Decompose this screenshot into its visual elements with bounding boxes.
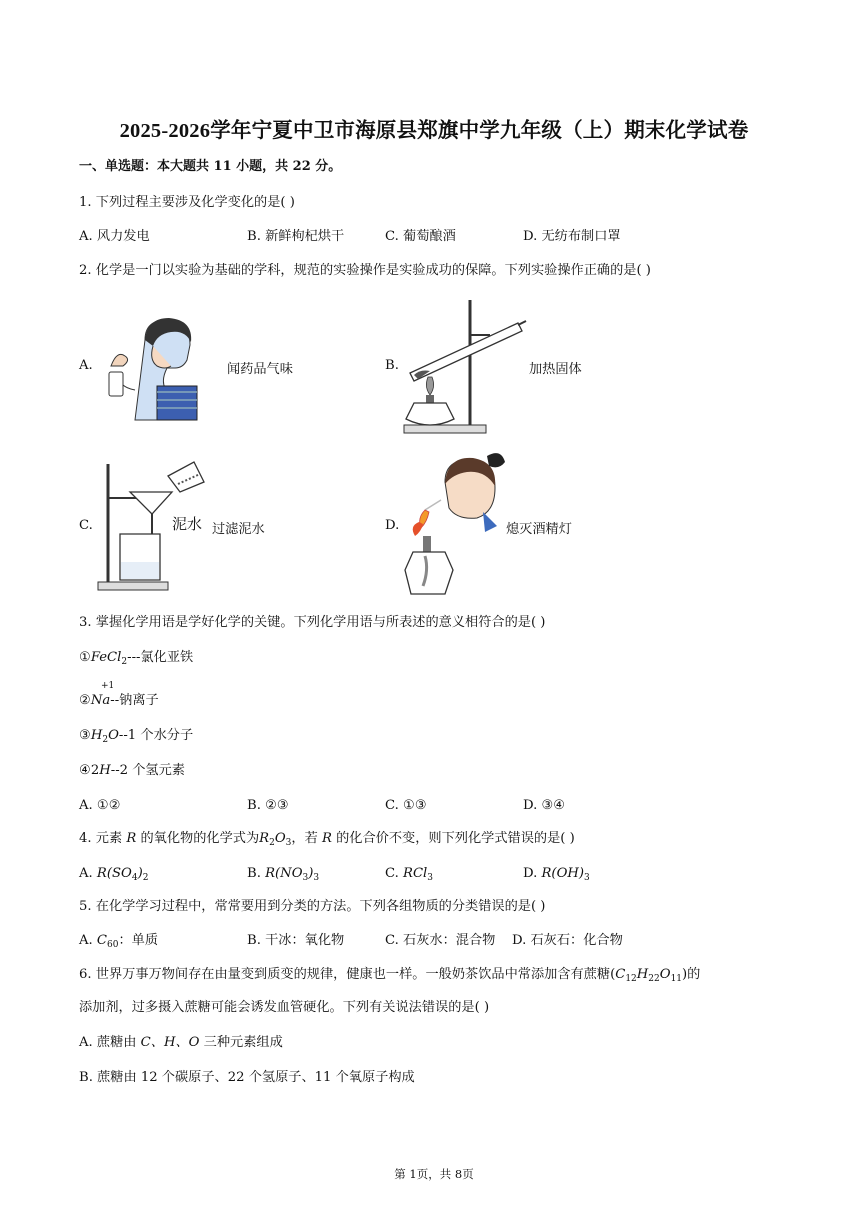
q3-option-b: B. ②③ bbox=[247, 798, 289, 813]
q3-item-1-num: ① bbox=[79, 650, 91, 665]
q4-option-b-sub: 3 bbox=[313, 873, 320, 883]
q4-stem-part: 4. 元素 bbox=[79, 831, 127, 846]
question-3-stem: 3. 掌握化学用语是学好化学的关键。下列化学用语与所表述的意义相符合的是( ) bbox=[79, 615, 546, 630]
q5-option-d: D. 石灰石：化合物 bbox=[512, 933, 623, 948]
q1-option-c: C. 葡萄酿酒 bbox=[385, 229, 456, 244]
q4-formula-sub: 2 bbox=[269, 838, 275, 848]
q3-item-2 bbox=[79, 692, 159, 710]
question-4-stem bbox=[79, 830, 575, 852]
q3-item-4-text: --2 个氢元素 bbox=[110, 763, 185, 778]
q4-option-a bbox=[79, 865, 148, 887]
q5-option-a-formula: C bbox=[96, 933, 108, 948]
q4-option-a-label: A. bbox=[79, 866, 97, 881]
q6-formula-sub: 12 bbox=[625, 974, 637, 984]
q1-option-a: A. 风力发电 bbox=[79, 229, 150, 244]
page-footer: 第 1页，共 8页 bbox=[394, 1167, 474, 1181]
q3-item-1-sub: 2 bbox=[121, 657, 128, 667]
q4-option-b-label: B. bbox=[247, 866, 266, 881]
q6-option-a-text: A. 蔗糖由 bbox=[79, 1035, 141, 1050]
q2-caption-a: 闻药品气味 bbox=[227, 362, 293, 377]
q6-option-a-elements: C、H、O bbox=[140, 1035, 200, 1050]
q3-item-3 bbox=[79, 727, 193, 749]
q4-option-a-sub: 2 bbox=[142, 873, 149, 883]
q4-option-c-formula: RCl bbox=[403, 866, 428, 881]
smelling-illustration bbox=[105, 310, 205, 420]
q1-option-b: B. 新鲜枸杞烘干 bbox=[247, 229, 345, 244]
q3-item-4-num: ④ bbox=[79, 763, 91, 778]
q4-option-d-formula: R(OH) bbox=[541, 866, 585, 881]
q4-option-c-label: C. bbox=[385, 866, 404, 881]
heating-solid-illustration bbox=[400, 295, 530, 440]
q5-option-a bbox=[79, 932, 158, 954]
q2-muddy-water-label: 泥水 bbox=[172, 515, 203, 533]
q3-item-3-num: ③ bbox=[79, 728, 91, 743]
q4-option-a-sub: 4 bbox=[131, 873, 138, 883]
q4-stem-part: ，若 bbox=[291, 831, 322, 846]
q3-item-1-text: ---氯化亚铁 bbox=[127, 650, 194, 665]
q6-stem-part: )的 bbox=[682, 967, 701, 982]
q3-option-c: C. ①③ bbox=[385, 798, 427, 813]
q3-item-4 bbox=[79, 762, 185, 780]
q3-item-1-formula: FeCl bbox=[90, 650, 122, 665]
q4-option-c-sub: 3 bbox=[427, 873, 433, 883]
q4-option-d bbox=[523, 865, 590, 887]
q5-option-b: B. 干冰：氧化物 bbox=[247, 933, 345, 948]
q2-label-b: B. bbox=[385, 358, 399, 373]
q4-option-b-paren: ) bbox=[308, 866, 314, 881]
q2-caption-b: 加热固体 bbox=[529, 362, 582, 377]
q4-stem-part: 的化合价不变，则下列化学式错误的是( ) bbox=[331, 831, 575, 846]
page-title: 2025-2026学年宁夏中卫市海原县郑旗中学九年级（上）期末化学试卷 bbox=[119, 120, 749, 142]
q5-option-a-sub: 60 bbox=[107, 940, 119, 950]
q4-option-b bbox=[247, 865, 319, 887]
q6-option-b: B. 蔗糖由 12 个碳原子、22 个氢原子、11 个氧原子构成 bbox=[79, 1070, 415, 1085]
q4-option-b-formula: R(NO bbox=[265, 866, 303, 881]
q6-formula-h: H bbox=[636, 967, 649, 982]
q4-option-b-sub: 3 bbox=[302, 873, 309, 883]
q6-formula-sub: 11 bbox=[670, 974, 683, 984]
q3-item-1 bbox=[79, 649, 193, 671]
q4-element-r: R bbox=[321, 831, 332, 846]
q2-label-c: C. bbox=[79, 518, 93, 533]
section-heading: 一、单选题：本大题共 11 小题，共 22 分。 bbox=[79, 159, 342, 174]
q6-option-a bbox=[79, 1034, 283, 1052]
q5-option-a-label: A. bbox=[79, 933, 97, 948]
q6-stem-part: 6. 世界万事万物间存在由量变到质变的规律，健康也一样。一般奶茶饮品中常添加含有蔗糖( bbox=[79, 967, 616, 982]
question-6-stem-line-2: 添加剂，过多摄入蔗糖可能会诱发血管硬化。下列有关说法错误的是( ) bbox=[79, 1000, 490, 1015]
q4-element-r: R bbox=[126, 831, 137, 846]
question-5-stem: 5. 在化学学习过程中，常常要用到分类的方法。下列各组物质的分类错误的是( ) bbox=[79, 899, 546, 914]
q3-item-2-text: --钠离子 bbox=[110, 693, 159, 708]
q3-item-2-formula: Na bbox=[90, 693, 111, 708]
q4-formula-r: R bbox=[259, 831, 270, 846]
q6-formula-sub: 22 bbox=[648, 974, 660, 984]
question-2-stem: 2. 化学是一门以实验为基础的学科，规范的实验操作是实验成功的保障。下列实验操作正确的是( ) bbox=[79, 263, 651, 278]
q4-formula-o: O bbox=[274, 831, 286, 846]
q5-option-c: C. 石灰水：混合物 bbox=[385, 933, 496, 948]
q6-option-a-text: 三种元素组成 bbox=[199, 1035, 283, 1050]
q3-item-3-sub: 2 bbox=[102, 735, 109, 745]
q2-label-d: D. bbox=[385, 518, 400, 533]
q3-item-4-formula: H bbox=[99, 763, 111, 778]
q2-label-a: A. bbox=[79, 358, 93, 373]
q1-option-d: D. 无纺布制口罩 bbox=[523, 229, 621, 244]
q6-formula-c: C bbox=[615, 967, 626, 982]
q3-item-3-o: O bbox=[108, 728, 119, 743]
q5-option-a-text: ：单质 bbox=[118, 933, 159, 948]
q4-stem-part: 的氧化物的化学式为 bbox=[136, 831, 260, 846]
q4-option-d-label: D. bbox=[523, 866, 542, 881]
question-1-stem: 1. 下列过程主要涉及化学变化的是( ) bbox=[79, 195, 295, 210]
q3-item-3-h: H bbox=[90, 728, 103, 743]
q2-caption-c: 过滤泥水 bbox=[212, 522, 265, 537]
q3-option-a: A. ①② bbox=[79, 798, 121, 813]
q3-item-3-text: --1 个水分子 bbox=[118, 728, 194, 743]
q3-item-2-num: ② bbox=[79, 693, 91, 708]
q4-option-c bbox=[385, 865, 433, 887]
q2-caption-d: 熄灭酒精灯 bbox=[506, 522, 572, 537]
q4-option-a-paren: ) bbox=[137, 866, 143, 881]
blowing-lamp-illustration bbox=[405, 452, 515, 600]
q6-formula-o: O bbox=[659, 967, 671, 982]
q4-formula-sub: 3 bbox=[285, 838, 292, 848]
q3-option-d: D. ③④ bbox=[523, 798, 566, 813]
q3-item-4-coef: 2 bbox=[90, 763, 100, 778]
q4-option-a-formula: R(SO bbox=[96, 866, 132, 881]
q3-item-2-charge: +1 bbox=[101, 681, 115, 691]
question-6-stem-line-1 bbox=[79, 966, 700, 988]
q4-option-d-sub: 3 bbox=[584, 873, 590, 883]
